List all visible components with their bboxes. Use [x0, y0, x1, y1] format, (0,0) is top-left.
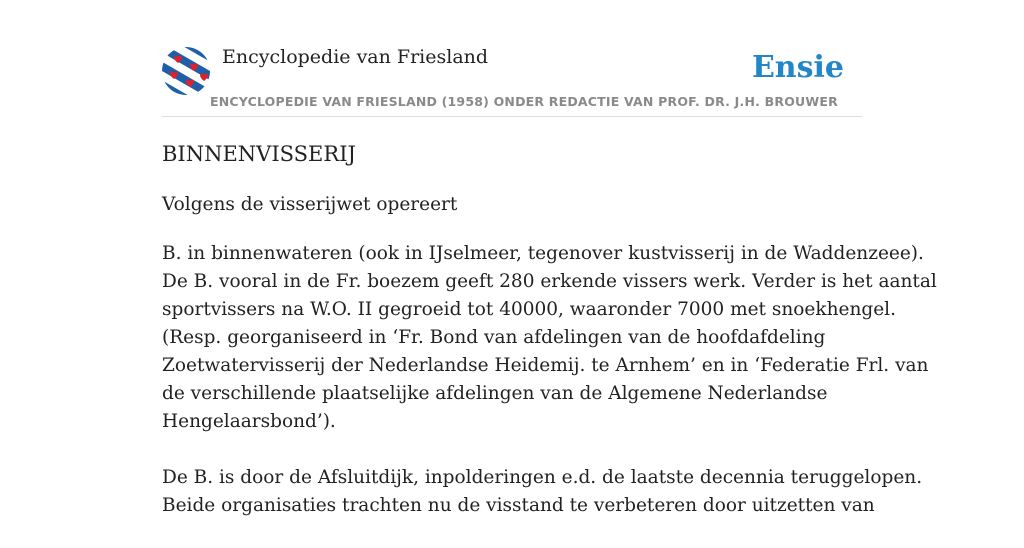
body-paragraph: [162, 240, 937, 436]
body-line: B. in binnenwateren (ook in IJselmeer, tegenover kustvisserij in de Waddenzeee).: [162, 243, 924, 264]
body-line: sportvissers na W.O. II gegroeid tot 40000, waaronder 7000 met snoekhengel.: [162, 299, 896, 320]
body-line: de verschillende plaatselijke afdelingen van de Algemene Nederlandse: [162, 383, 828, 404]
body-line: De B. is door de Afsluitdijk, inpolderingen e.d. de laatste decennia teruggelopen.: [162, 467, 923, 488]
body-line: Hengelaarsbond’).: [162, 411, 336, 432]
ensie-brand-link[interactable]: Ensie: [751, 50, 844, 85]
body-line: De B. vooral in de Fr. boezem geeft 280 erkende vissers werk. Verder is het aantal: [162, 271, 937, 292]
body-line: Beide organisaties trachten nu de visstand te verbeteren door uitzetten van: [162, 495, 875, 516]
entry-title: BINNENVISSERIJ: [162, 142, 356, 166]
body-line: Zoetwatervisserij der Nederlandse Heidemij. te Arnhem’ en in ‘Federatie Frl. van: [162, 355, 929, 376]
site-title[interactable]: Encyclopedie van Friesland: [222, 46, 489, 68]
entry-body: [162, 240, 937, 548]
entry-subtitle: Volgens de visserijwet opereert: [162, 194, 458, 215]
source-subtitle: ENCYCLOPEDIE VAN FRIESLAND (1958) ONDER REDACTIE VAN PROF. DR. J.H. BROUWER: [210, 94, 838, 109]
site-header: [162, 44, 862, 117]
frisian-flag-icon[interactable]: [162, 47, 210, 95]
body-line: (Resp. georganiseerd in ‘Fr. Bond van afdelingen van de hoofdafdeling: [162, 327, 826, 348]
